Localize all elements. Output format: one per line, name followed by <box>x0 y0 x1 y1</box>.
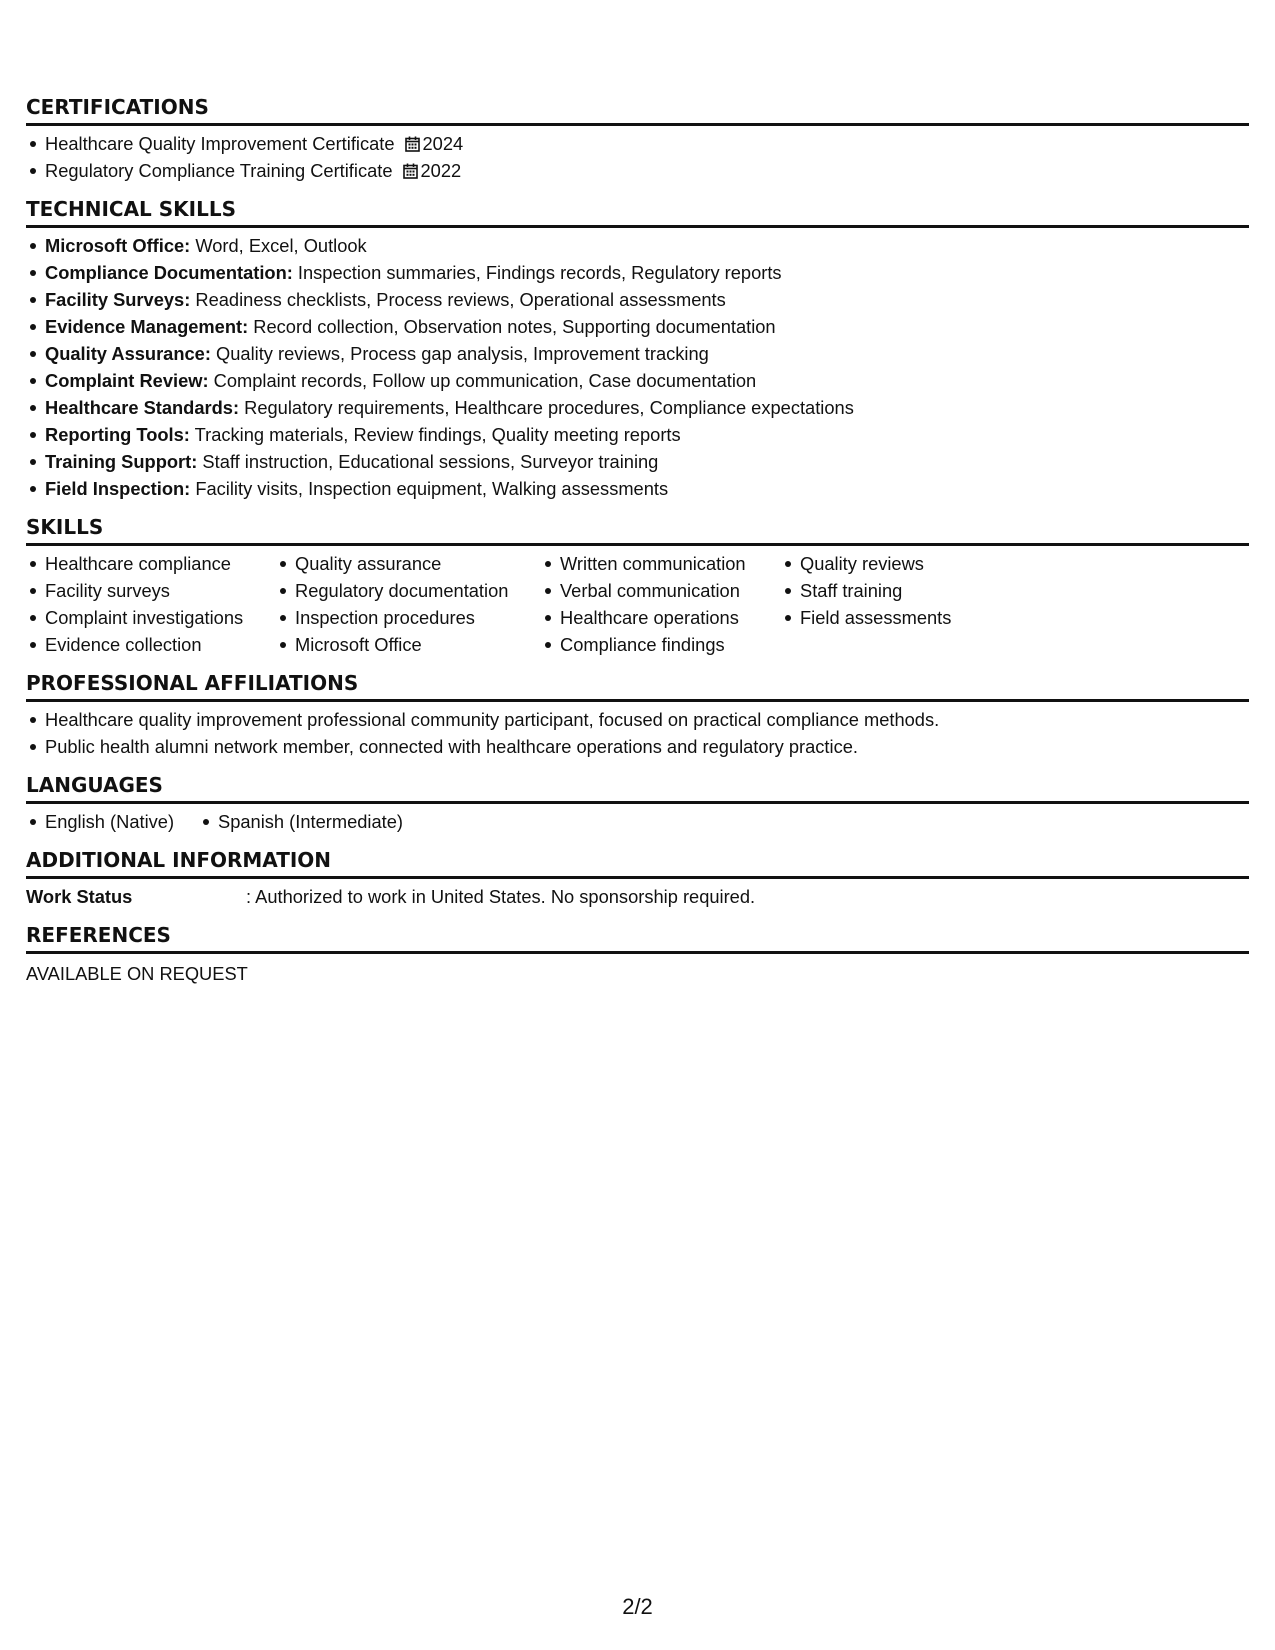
certifications-list <box>26 130 1249 184</box>
technical-skill-label: Facility Surveys: <box>45 289 191 310</box>
technical-skill-value: Staff instruction, Educational sessions, Surveyor training <box>197 451 659 472</box>
technical-skill-item <box>45 394 1249 421</box>
technical-skill-label: Evidence Management: <box>45 316 249 337</box>
references-text: AVAILABLE ON REQUEST <box>26 963 248 984</box>
technical-skill-value: Facility visits, Inspection equipment, Walking assessments <box>190 478 669 499</box>
skills-column <box>560 550 800 658</box>
technical-skill-value: Readiness checklists, Process reviews, Operational assessments <box>190 289 726 310</box>
resume-page <box>26 94 1249 999</box>
skill-item: Healthcare operations <box>560 604 800 631</box>
work-status-label: Work Status <box>26 886 133 907</box>
certification-name: Regulatory Compliance Training Certificate <box>45 160 393 181</box>
technical-skill-value: Record collection, Observation notes, Supporting documentation <box>248 316 776 337</box>
technical-skill-item <box>45 367 1249 394</box>
technical-skill-item <box>45 421 1249 448</box>
section-title-skills: SKILLS <box>26 514 1249 546</box>
affiliation-item: Healthcare quality improvement professional community participant, focused on practical compliance methods. <box>45 706 1249 733</box>
skill-item: Facility surveys <box>45 577 295 604</box>
skill-item: Compliance findings <box>560 631 800 658</box>
technical-skill-label: Reporting Tools: <box>45 424 190 445</box>
languages-section <box>26 772 1249 835</box>
technical-skill-label: Healthcare Standards: <box>45 397 240 418</box>
certification-year: 2024 <box>422 133 464 154</box>
section-title-technical-skills: TECHNICAL SKILLS <box>26 196 1249 228</box>
skills-section <box>26 514 1249 658</box>
skill-item: Quality assurance <box>295 550 560 577</box>
affiliations-list <box>26 706 1249 760</box>
skills-column <box>45 550 295 658</box>
skill-item: Written communication <box>560 550 800 577</box>
calendar-icon <box>405 136 420 152</box>
technical-skill-label: Training Support: <box>45 451 198 472</box>
technical-skill-item <box>45 340 1249 367</box>
languages-list <box>26 808 1249 835</box>
technical-skill-item <box>45 448 1249 475</box>
skill-item: Inspection procedures <box>295 604 560 631</box>
skill-item: Microsoft Office <box>295 631 560 658</box>
skills-column <box>295 550 560 658</box>
certification-item <box>45 157 1249 184</box>
technical-skill-value: Complaint records, Follow up communication, Case documentation <box>208 370 757 391</box>
technical-skill-value: Word, Excel, Outlook <box>190 235 367 256</box>
skill-item: Field assessments <box>800 604 1040 631</box>
technical-skill-label: Complaint Review: <box>45 370 209 391</box>
skills-column <box>800 550 1040 658</box>
references-section <box>26 922 1249 987</box>
technical-skill-label: Compliance Documentation: <box>45 262 293 283</box>
work-status-row <box>26 883 1249 910</box>
skill-item: Verbal communication <box>560 577 800 604</box>
affiliation-item: Public health alumni network member, connected with healthcare operations and regulatory practice. <box>45 733 1249 760</box>
section-title-references: REFERENCES <box>26 922 1249 954</box>
technical-skill-value: Quality reviews, Process gap analysis, Improvement tracking <box>210 343 709 364</box>
technical-skill-value: Tracking materials, Review findings, Quality meeting reports <box>189 424 681 445</box>
technical-skill-item <box>45 259 1249 286</box>
skill-item: Quality reviews <box>800 550 1040 577</box>
skills-grid <box>26 550 1249 658</box>
work-status-value: : Authorized to work in United States. No sponsorship required. <box>246 886 756 907</box>
certification-item <box>45 130 1249 157</box>
technical-skills-section <box>26 196 1249 502</box>
technical-skill-label: Quality Assurance: <box>45 343 211 364</box>
section-title-affiliations: PROFESSIONAL AFFILIATIONS <box>26 670 1249 702</box>
language-item: Spanish (Intermediate) <box>218 808 403 835</box>
technical-skill-value: Inspection summaries, Findings records, Regulatory reports <box>292 262 782 283</box>
technical-skill-item <box>45 232 1249 259</box>
section-title-additional-info: ADDITIONAL INFORMATION <box>26 847 1249 879</box>
skill-item: Healthcare compliance <box>45 550 295 577</box>
additional-info-section <box>26 847 1249 910</box>
technical-skill-label: Microsoft Office: <box>45 235 191 256</box>
technical-skill-value: Regulatory requirements, Healthcare procedures, Compliance expectations <box>239 397 854 418</box>
section-title-languages: LANGUAGES <box>26 772 1249 804</box>
certifications-section <box>26 94 1249 184</box>
language-item: English (Native) <box>45 808 174 835</box>
skill-item: Evidence collection <box>45 631 295 658</box>
technical-skill-item <box>45 475 1249 502</box>
technical-skill-item <box>45 313 1249 340</box>
technical-skill-item <box>45 286 1249 313</box>
affiliations-section <box>26 670 1249 760</box>
calendar-icon <box>403 163 418 179</box>
section-title-certifications: CERTIFICATIONS <box>26 94 1249 126</box>
skill-item: Complaint investigations <box>45 604 295 631</box>
technical-skill-label: Field Inspection: <box>45 478 191 499</box>
skill-item: Staff training <box>800 577 1040 604</box>
page-number: 2/2 <box>622 1594 653 1619</box>
technical-skills-list <box>26 232 1249 502</box>
certification-name: Healthcare Quality Improvement Certificate <box>45 133 395 154</box>
certification-year: 2022 <box>420 160 462 181</box>
skill-item: Regulatory documentation <box>295 577 560 604</box>
